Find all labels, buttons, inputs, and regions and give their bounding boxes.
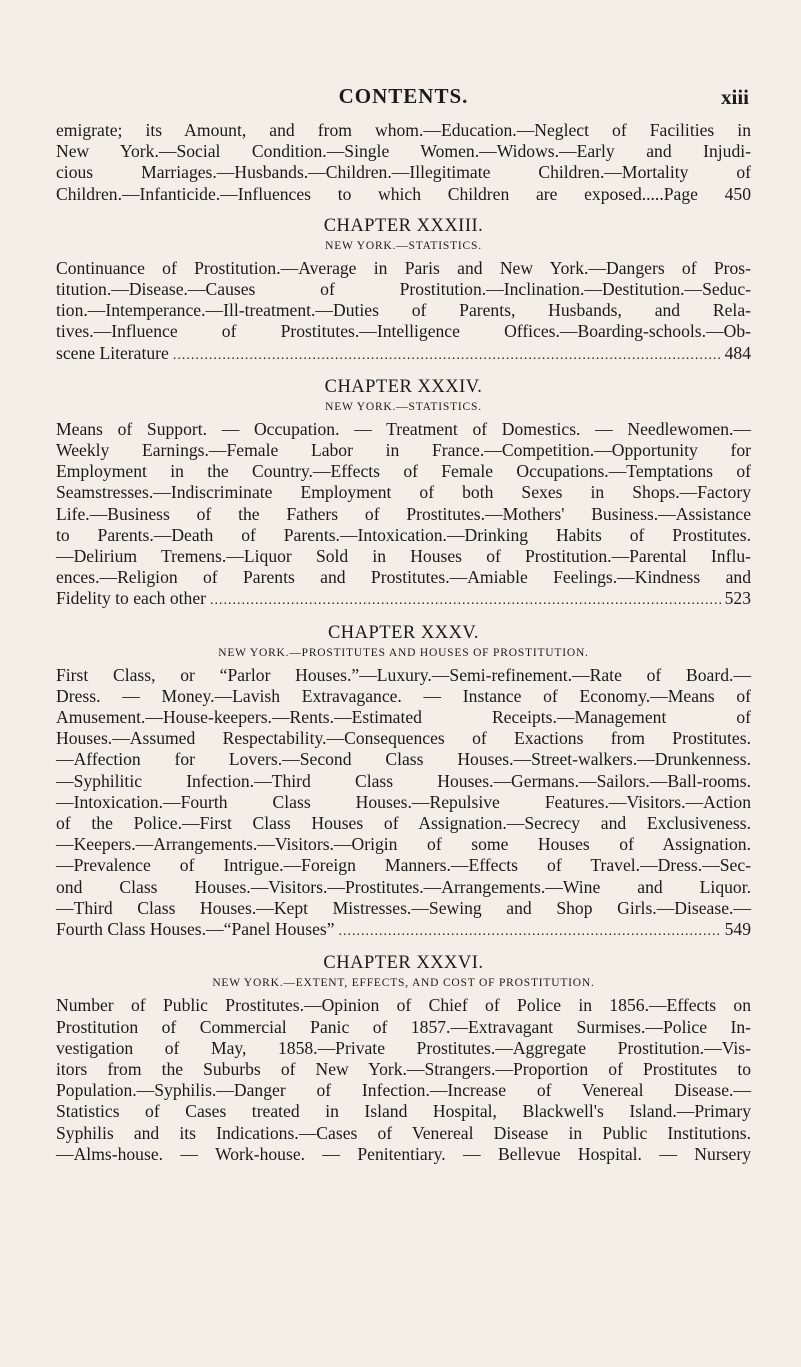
text-line: —Delirium Tremens.—Liquor Sold in Houses of Prostitution.—Parental Influ-: [56, 546, 751, 567]
text-line: Amusement.—House-keepers.—Rents.—Estimated Receipts.—Management of: [56, 707, 751, 728]
text-line: —Third Class Houses.—Kept Mistresses.—Sewing and Shop Girls.—Disease.—: [56, 897, 751, 918]
page-reference: 523: [724, 588, 751, 609]
text-line: —Syphilitic Infection.—Third Class Houses.—Germans.—Sailors.—Ball-rooms.: [56, 770, 751, 791]
text-line: Weekly Earnings.—Female Labor in France.—Competition.—Opportunity for: [56, 440, 751, 461]
dot-leader: [210, 590, 721, 611]
text-line: Population.—Syphilis.—Danger of Infection.—Increase of Venereal Disease.—: [56, 1080, 751, 1101]
text-line: —Affection for Lovers.—Second Class Houses.—Street-walkers.—Drunkenness.: [56, 749, 751, 770]
chapter-subheading: NEW YORK.—STATISTICS.: [325, 239, 482, 252]
running-head-title: CONTENTS.: [338, 84, 469, 108]
text-line: vestigation of May, 1858.—Private Prostitutes.—Aggregate Prostitution.—Vis-: [56, 1037, 751, 1058]
text-line: —Alms-house. — Work-house. — Penitentiary. — Bellevue Hospital. — Nursery: [56, 1143, 751, 1164]
text-line: —Keepers.—Arrangements.—Visitors.—Origin of some Houses of Assignation.: [56, 834, 751, 855]
text-line: —Intoxication.—Fourth Class Houses.—Repulsive Features.—Visitors.—Action: [56, 791, 751, 812]
text-line: of the Police.—First Class Houses of Assignation.—Secrecy and Exclusiveness.: [56, 813, 751, 834]
intro-paragraph: [56, 120, 751, 205]
chapter-entry: [56, 376, 751, 612]
text-line: to Parents.—Death of Parents.—Intoxication.—Drinking Habits of Prostitutes.: [56, 524, 751, 545]
text-line: Children.—Infanticide.—Influences to which Children are exposed.....Page 450: [56, 183, 751, 204]
chapter-subheading: NEW YORK.—EXTENT, EFFECTS, AND COST OF PROSTITUTION.: [212, 977, 595, 990]
chapter-entry: [56, 622, 751, 943]
page-reference: 484: [724, 342, 751, 363]
text-line: Seamstresses.—Indiscriminate Employment of both Sexes in Shops.—Factory: [56, 482, 751, 503]
text-line: Prostitution of Commercial Panic of 1857.—Extravagant Surmises.—Police In-: [56, 1016, 751, 1037]
text-line: emigrate; its Amount, and from whom.—Education.—Neglect of Facilities in: [56, 120, 751, 140]
text-line: Fourth Class Houses.—“Panel Houses”: [56, 919, 335, 940]
page-number: xiii: [720, 85, 749, 109]
chapter-entry: [56, 952, 751, 1165]
leader-line: [56, 919, 751, 942]
text-line: Statistics of Cases treated in Island Hospital, Blackwell's Island.—Primary: [56, 1101, 751, 1122]
running-head: [56, 0, 751, 109]
chapter-heading: CHAPTER XXXV.: [327, 622, 480, 643]
text-line: Syphilis and its Indications.—Cases of Venereal Disease in Public Institutions.: [56, 1122, 751, 1143]
text-line: Number of Public Prostitutes.—Opinion of Chief of Police in 1856.—Effects on: [56, 995, 751, 1016]
text-line: ond Class Houses.—Visitors.—Prostitutes.—Arrangements.—Wine and Liquor.: [56, 876, 751, 897]
chapter-subheading: NEW YORK.—STATISTICS.: [325, 400, 482, 413]
text-line: Employment in the Country.—Effects of Female Occupations.—Temptations of: [56, 461, 751, 482]
text-line: Means of Support. — Occupation. — Treatment of Domestics. — Needlewomen.—: [56, 418, 751, 439]
text-line: cious Marriages.—Husbands.—Children.—Illegitimate Children.—Mortality of: [56, 162, 751, 183]
text-line: Dress. — Money.—Lavish Extravagance. — Instance of Economy.—Means of: [56, 685, 751, 706]
text-line: tives.—Influence of Prostitutes.—Intelligence Offices.—Boarding-schools.—Ob-: [56, 321, 751, 342]
contents-body: [56, 120, 751, 1165]
text-line: itors from the Suburbs of New York.—Strangers.—Proportion of Prostitutes to: [56, 1058, 751, 1079]
page-reference: 549: [724, 919, 751, 940]
chapter-subheading: NEW YORK.—PROSTITUTES AND HOUSES OF PROSTITUTION.: [218, 646, 589, 659]
leader-line: [56, 588, 751, 611]
text-line: First Class, or “Parlor Houses.”—Luxury.—Semi-refinement.—Rate of Board.—: [56, 664, 751, 685]
text-line: Houses.—Assumed Respectability.—Consequences of Exactions from Prostitutes.: [56, 728, 751, 749]
text-line: titution.—Disease.—Causes of Prostitution.—Inclination.—Destitution.—Seduc-: [56, 279, 751, 300]
text-line: tion.—Intemperance.—Ill-treatment.—Duties of Parents, Husbands, and Rela-: [56, 300, 751, 321]
leader-line: [56, 343, 751, 366]
text-line: ences.—Religion of Parents and Prostitutes.—Amiable Feelings.—Kindness and: [56, 567, 751, 588]
chapter-heading: CHAPTER XXXVI.: [323, 953, 484, 974]
dot-leader: [339, 921, 721, 942]
text-line: Life.—Business of the Fathers of Prostitutes.—Mothers' Business.—Assistance: [56, 503, 751, 524]
text-line: Continuance of Prostitution.—Average in Paris and New York.—Dangers of Pros-: [56, 257, 751, 278]
text-line: New York.—Social Condition.—Single Women.—Widows.—Early and Injudi-: [56, 141, 751, 162]
text-line: Fidelity to each other: [56, 588, 206, 609]
text-line: —Prevalence of Intrigue.—Foreign Manners.—Effects of Travel.—Dress.—Sec-: [56, 855, 751, 876]
dot-leader: [173, 345, 721, 366]
chapter-heading: CHAPTER XXXIII.: [323, 215, 484, 236]
chapter-heading: CHAPTER XXXIV.: [324, 376, 483, 397]
text-line: scene Literature: [56, 342, 169, 363]
chapter-entry: [56, 215, 751, 366]
